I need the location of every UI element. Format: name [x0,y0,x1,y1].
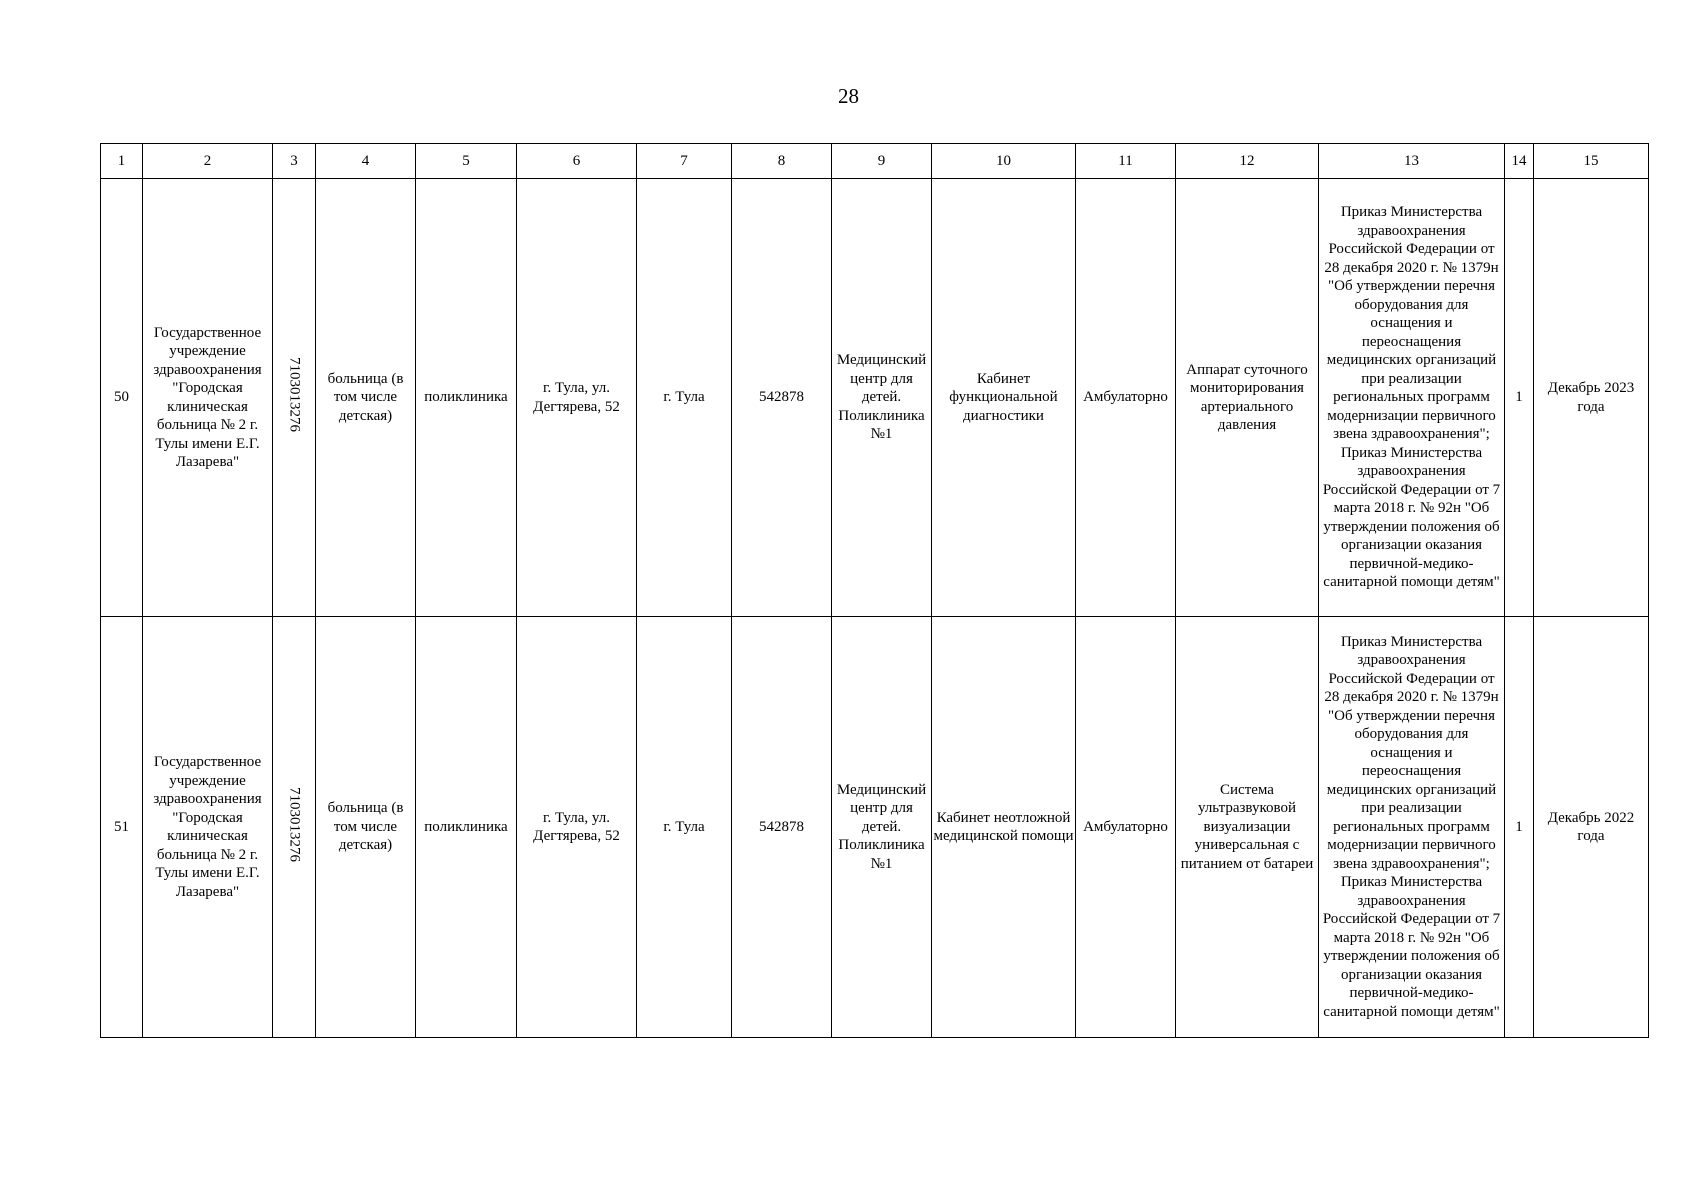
care-mode-cell: Амбулаторно [1076,617,1176,1038]
header-cell-12: 12 [1176,144,1319,179]
header-cell-13: 13 [1319,144,1505,179]
code-cell: 542878 [732,617,832,1038]
unit-type-cell: поликлиника [416,617,517,1038]
header-cell-11: 11 [1076,144,1176,179]
address-cell: г. Тула, ул. Дегтярева, 52 [517,617,637,1038]
header-cell-9: 9 [832,144,932,179]
city-cell: г. Тула [637,617,732,1038]
table-row [101,617,1649,1038]
header-cell-1: 1 [101,144,143,179]
equipment-cell: Аппарат суточного мониторирования артериального давления [1176,179,1319,617]
header-cell-6: 6 [517,144,637,179]
inn-value: 7103013276 [286,357,303,433]
header-cell-4: 4 [316,144,416,179]
department-cell: Медицинский центр для детей. Поликлиника №1 [832,179,932,617]
quantity-cell: 1 [1505,617,1534,1038]
header-cell-5: 5 [416,144,517,179]
facility-type-cell: больница (в том числе детская) [316,179,416,617]
cabinet-cell: Кабинет функциональной диагностики [932,179,1076,617]
quantity-cell: 1 [1505,179,1534,617]
header-cell-15: 15 [1534,144,1649,179]
header-row [101,144,1649,179]
unit-type-cell: поликлиника [416,179,517,617]
header-cell-3: 3 [273,144,316,179]
row-number-cell: 50 [101,179,143,617]
inn-value: 7103013276 [286,786,303,862]
cabinet-cell: Кабинет неотложной медицинской помощи [932,617,1076,1038]
header-cell-14: 14 [1505,144,1534,179]
department-cell: Медицинский центр для детей. Поликлиника №1 [832,617,932,1038]
page-number: 28 [838,84,859,108]
regulation-cell: Приказ Министерства здравоохранения Российской Федерации от 28 декабря 2020 г. № 1379н "Об утверждении перечня оборудования для оснащения и переоснащения медицинских организаций при реализации региональных программ модернизации первичного звена здравоохранения"; Приказ Министерства здравоохранения Российской Федерации от 7 марта 2018 г. № 92н "Об утверждении положения об организации оказания первичной-медико-санитарной помощи детям" [1319,179,1505,617]
table-row [101,179,1649,617]
regulation-cell: Приказ Министерства здравоохранения Российской Федерации от 28 декабря 2020 г. № 1379н "Об утверждении перечня оборудования для оснащения и переоснащения медицинских организаций при реализации региональных программ модернизации первичного звена здравоохранения"; Приказ Министерства здравоохранения Российской Федерации от 7 марта 2018 г. № 92н "Об утверждении положения об организации оказания первичной-медико-санитарной помощи детям" [1319,617,1505,1038]
organization-name-cell: Государственное учреждение здравоохранения "Городская клиническая больница № 2 г. Тулы имени Е.Г. Лазарева" [143,179,273,617]
code-cell: 542878 [732,179,832,617]
address-cell: г. Тула, ул. Дегтярева, 52 [517,179,637,617]
organization-name-cell: Государственное учреждение здравоохранения "Городская клиническая больница № 2 г. Тулы имени Е.Г. Лазарева" [143,617,273,1038]
equipment-table [100,143,1649,1038]
deadline-cell: Декабрь 2023 года [1534,179,1649,617]
equipment-cell: Система ультразвуковой визуализации универсальная с питанием от батареи [1176,617,1319,1038]
row-number-cell: 51 [101,617,143,1038]
inn-cell [273,617,316,1038]
city-cell: г. Тула [637,179,732,617]
care-mode-cell: Амбулаторно [1076,179,1176,617]
deadline-cell: Декабрь 2022 года [1534,617,1649,1038]
header-cell-10: 10 [932,144,1076,179]
inn-cell [273,179,316,617]
facility-type-cell: больница (в том числе детская) [316,617,416,1038]
header-cell-7: 7 [637,144,732,179]
header-cell-8: 8 [732,144,832,179]
header-cell-2: 2 [143,144,273,179]
